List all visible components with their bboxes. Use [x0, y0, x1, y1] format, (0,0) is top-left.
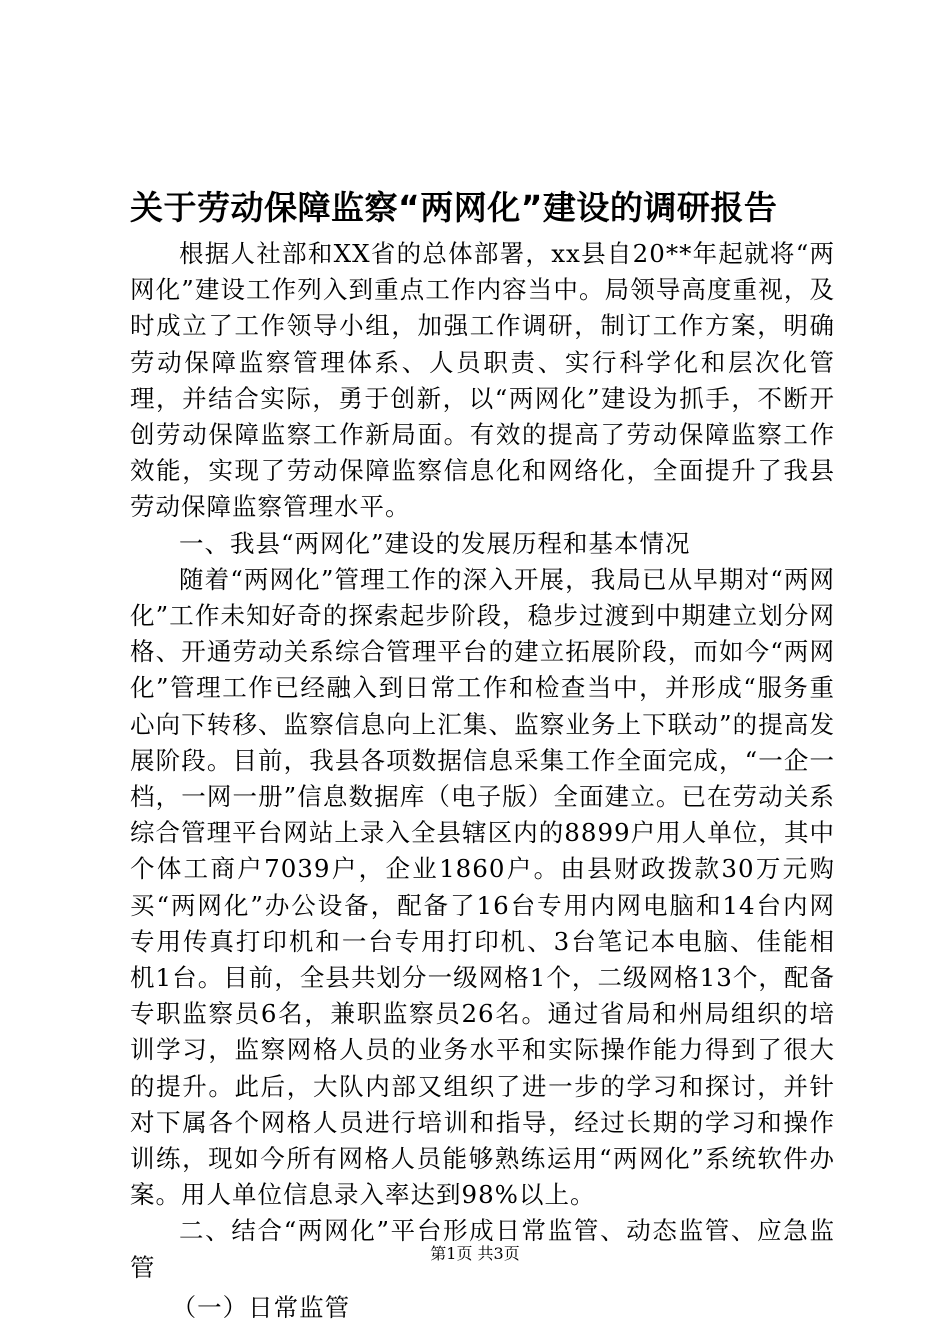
- document-body: [130, 236, 835, 1326]
- section-heading-1: 一、我县“两网化”建设的发展历程和基本情况: [179, 528, 691, 558]
- subsection-heading-1: （一）日常监管: [171, 1292, 351, 1322]
- intro-paragraph: 根据人社部和XX省的总体部署，xx县自20**年起就将“两网化”建设工作列入到重点工作内容当中。局领导高度重视，及时成立了工作领导小组，加强工作调研，制订工作方案，明确劳动保障监察管理体系、人员职责、实行科学化和层次化管理，并结合实际，勇于创新，以“两网化”建设为抓手，不断开创劳动保障监察工作新局面。有效的提高了劳动保障监察工作效能，实现了劳动保障监察信息化和网络化，全面提升了我县劳动保障监察管理水平。: [130, 239, 835, 522]
- page-number-footer: 第1页 共3页: [430, 1244, 520, 1263]
- section-1-paragraph: 随着“两网化”管理工作的深入开展，我局已从早期对“两网化”工作未知好奇的探索起步阶段，稳步过渡到中期建立划分网格、开通劳动关系综合管理平台的建立拓展阶段，而如今“两网化”管理工作已经融入到日常工作和检查当中，并形成“服务重心向下转移、监察信息向上汇集、监察业务上下联动”的提高发展阶段。目前，我县各项数据信息采集工作全面完成，“一企一档，一网一册”信息数据库（电子版）全面建立。已在劳动关系综合管理平台网站上录入全县辖区内的8899户用人单位，其中个体工商户7039户，企业1860户。由县财政拨款30万元购买“两网化”办公设备，配备了16台专用内网电脑和14台内网专用传真打印机和一台专用打印机、3台笔记本电脑、佳能相机1台。目前，全县共划分一级网格1个，二级网格13个，配备专职监察员6名，兼职监察员26名。通过省局和州局组织的培训学习，监察网格人员的业务水平和实际操作能力得到了很大的提升。此后，大队内部又组织了进一步的学习和探讨，并针对下属各个网格人员进行培训和指导，经过长期的学习和操作训练，现如今所有网格人员能够熟练运用“两网化”系统软件办案。用人单位信息录入率达到98%以上。: [130, 564, 835, 1210]
- section-heading-2: 二、结合“两网化”平台形成日常监管、动态监管、应急监管: [130, 1216, 835, 1282]
- document-title: 关于劳动保障监察“两网化”建设的调研报告: [130, 188, 778, 227]
